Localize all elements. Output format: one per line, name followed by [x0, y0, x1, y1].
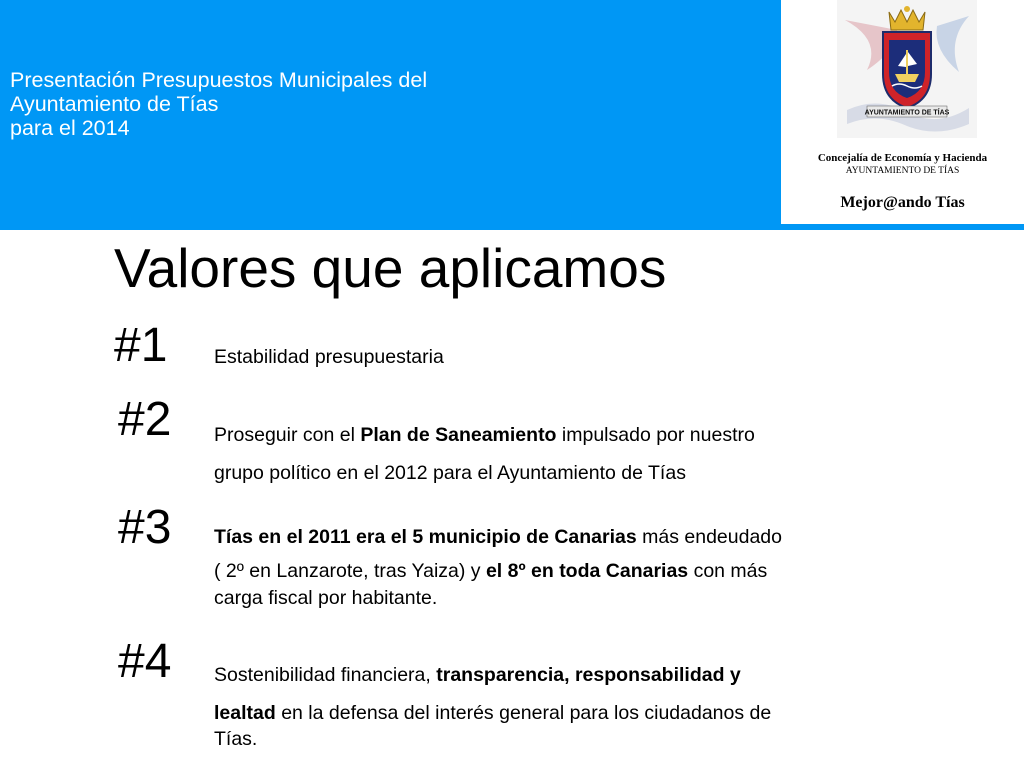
logo-panel [781, 0, 1024, 224]
header-title-line: Ayuntamiento de Tías [10, 92, 219, 116]
crest-caption [781, 152, 1024, 177]
value-text-emphasis: Tías en el 2011 era el 5 municipio de Canarias [214, 526, 637, 548]
value-text-part: impulsado por nuestro [556, 424, 755, 446]
value-text-part: con más [688, 560, 768, 582]
value-text-part: grupo político en el 2012 para el Ayuntamiento de Tías [214, 462, 686, 484]
value-text-part: carga fiscal por habitante. [214, 587, 438, 609]
value-text-emphasis: transparencia, responsabilidad y [436, 664, 741, 686]
value-text [214, 416, 974, 492]
crest-emblem-icon [837, 0, 977, 138]
caption-line-council: AYUNTAMIENTO DE TÍAS [845, 166, 960, 176]
slide-title: Valores que aplicamos [114, 237, 667, 299]
value-number: #4 [118, 635, 172, 688]
value-text-part: Sostenibilidad financiera, [214, 664, 437, 686]
value-text-emphasis: lealtad [214, 702, 276, 724]
value-number: #3 [118, 501, 172, 554]
municipal-crest-logo [837, 0, 977, 138]
value-text-part: ( 2º en Lanzarote, tras Yaiza) y [214, 560, 486, 582]
crest-banner-text: AYUNTAMIENTO DE TÍAS [864, 109, 950, 117]
value-text [214, 656, 974, 752]
value-text [214, 343, 974, 371]
header-title-line: para el 2014 [10, 116, 130, 140]
value-text-emphasis: el 8º en toda Canarias [485, 560, 689, 582]
header-title [10, 68, 630, 140]
value-number: #2 [118, 393, 172, 446]
value-text-emphasis: Plan de Saneamiento [360, 424, 557, 446]
value-text-part: en la defensa del interés general para los ciudadanos de [275, 702, 772, 724]
value-text-part: Estabilidad presupuestaria [214, 346, 444, 368]
value-text-part: Tías. [214, 728, 258, 750]
value-text [214, 520, 974, 612]
header-title-line: Presentación Presupuestos Municipales del [10, 68, 428, 92]
value-text-part: más endeudado [636, 526, 782, 548]
value-text-part: Proseguir con el [214, 424, 361, 446]
value-number: #1 [114, 319, 168, 372]
motto: Mejor@ando Tías [840, 194, 965, 211]
caption-line-department: Concejalía de Economía y Hacienda [817, 152, 988, 164]
